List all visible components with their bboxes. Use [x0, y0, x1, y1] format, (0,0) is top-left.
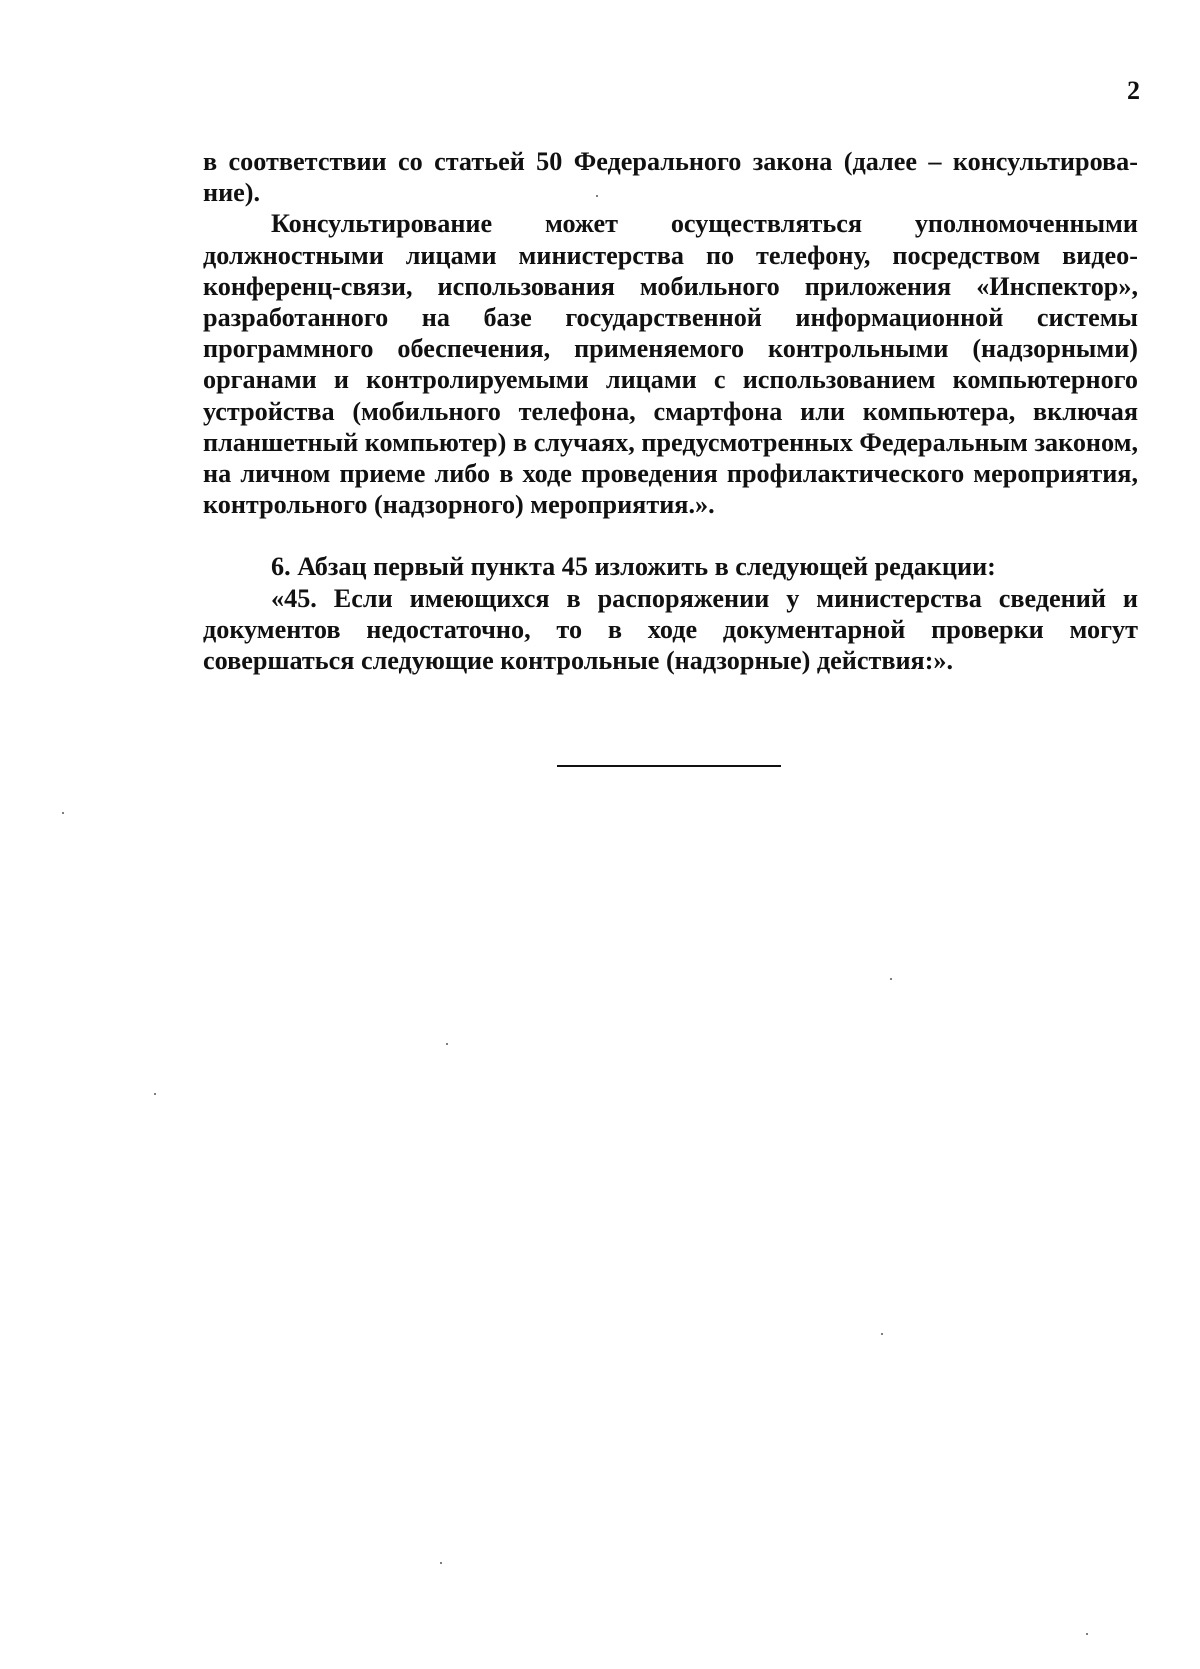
document-body [203, 146, 1138, 676]
paragraph-continuation: в соответствии со статьей 50 Федерального закона (далее – консультирова-ние). [203, 147, 1138, 208]
paragraph-consultation: Консультирование может осуществляться уполномоченными должностными лицами министерства по телефону, посредством видео-конференц-связи, использования мобильного приложения «Инспектор», разработанного на базе государственной информационной системы программного обеспечения, применяемого контрольными (надзорными) органами и контролируемыми лицами с использованием компьютерного устройства (мобильного телефона, смартфона или компьютера, включая планшетный компьютер) в случаях, предусмотренных Федеральным законом, на личном приеме либо в ходе проведения профилактического мероприятия, контрольного (надзорного) мероприятия.». [203, 209, 1138, 520]
scan-speck [596, 195, 598, 197]
scan-speck [440, 1562, 442, 1564]
scan-speck [890, 978, 892, 980]
paragraph-item-45: «45. Если имеющихся в распоряжении у министерства сведений и документов недостаточно, то в ходе документарной проверки могут совершаться следующие контрольные (надзорные) действия:». [203, 583, 1138, 676]
page-number: 2 [1127, 76, 1140, 105]
scan-speck [881, 1333, 883, 1335]
scan-speck [154, 1093, 156, 1095]
scan-speck [62, 812, 64, 814]
end-separator-line [557, 765, 781, 767]
scan-speck [446, 1043, 448, 1045]
scan-speck [1086, 1633, 1088, 1635]
paragraph-amendment-6: 6. Абзац первый пункта 45 изложить в следующей редакции: [271, 552, 996, 582]
